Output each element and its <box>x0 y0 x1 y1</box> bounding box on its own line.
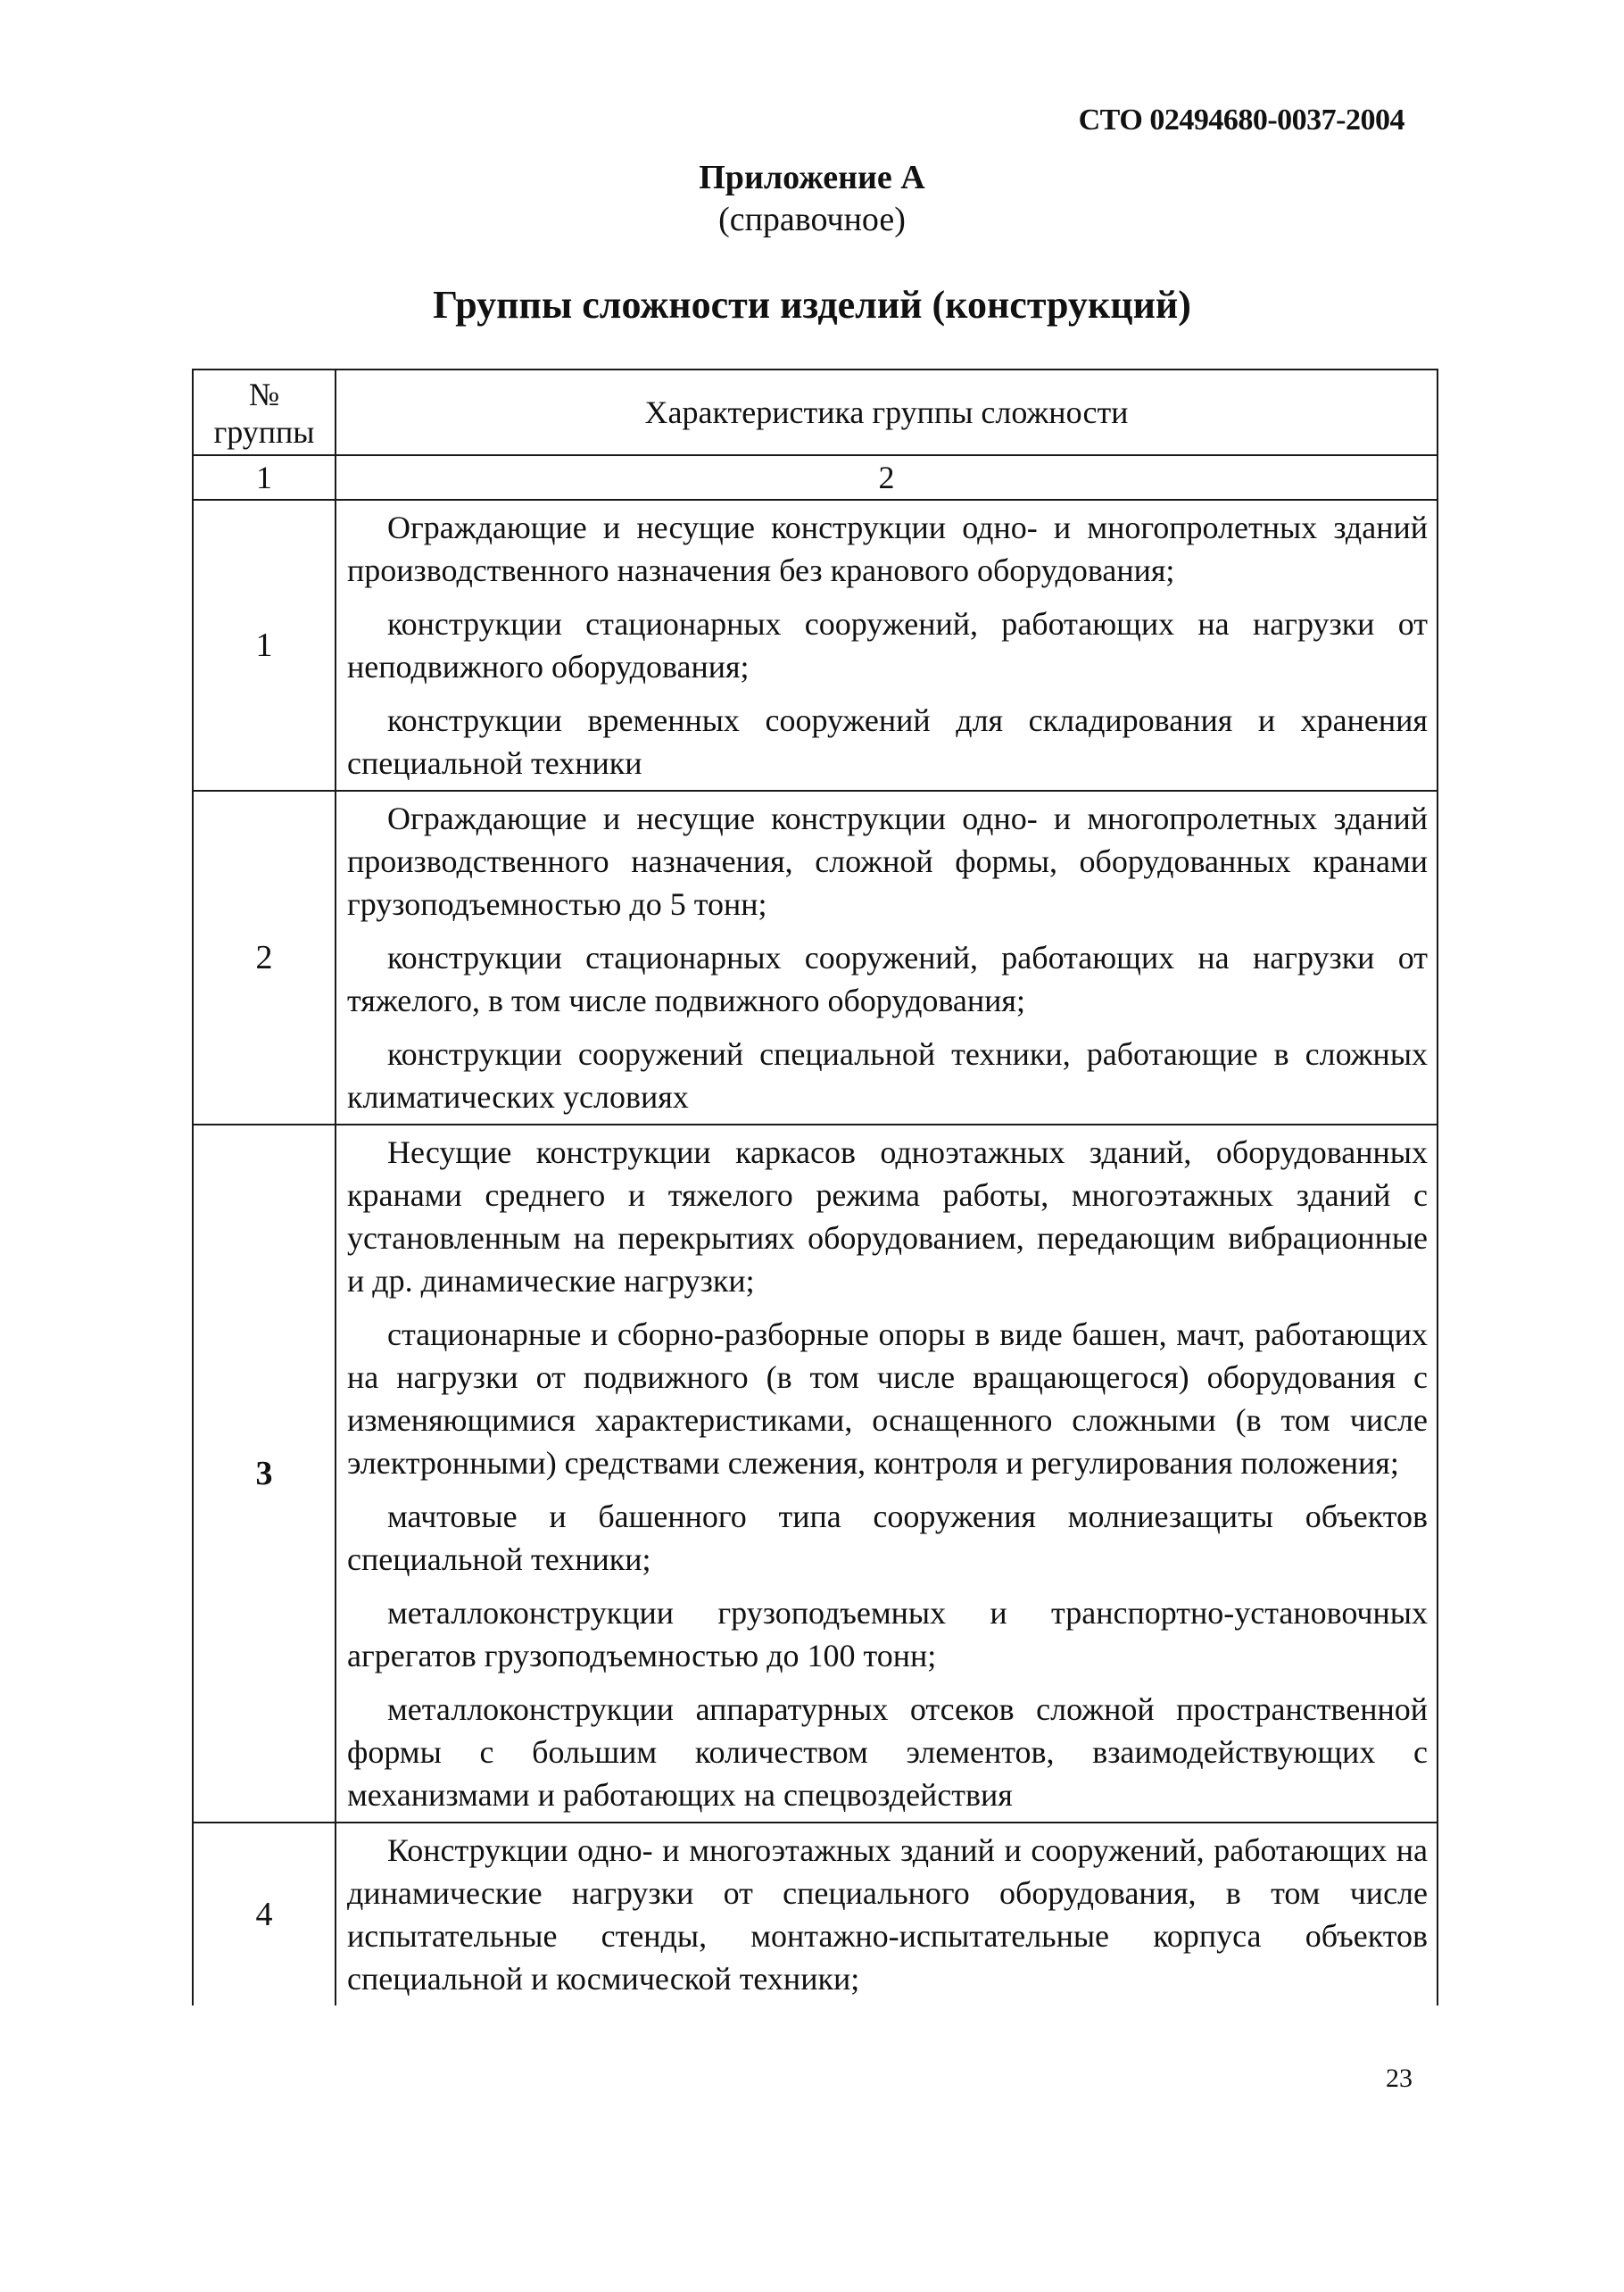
group-description <box>336 791 1438 1125</box>
description-paragraph: металлоконструкции аппаратурных отсеков сложной пространственной формы с большим количеством элементов, взаимодействующих с механизмами и работающих на спецвоздействия <box>347 1691 1428 1813</box>
description-paragraph: конструкции стационарных сооружений, работающих на нагрузки от тяжелого, в том числе подвижного оборудования; <box>347 940 1428 1018</box>
description-paragraph: конструкции стационарных сооружений, работающих на нагрузки от неподвижного оборудования; <box>347 606 1428 685</box>
group-description <box>336 1125 1438 1823</box>
table-header-row <box>193 370 1438 455</box>
group-description <box>336 1823 1438 2006</box>
page-number: 23 <box>1386 2064 1413 2093</box>
group-description <box>336 500 1438 791</box>
description-paragraph: Ограждающие и несущие конструкции одно- и многопролетных зданий производственного назначения, сложной формы, оборудованных кранами грузоподъемностью до 5 тонн; <box>347 801 1428 922</box>
description-paragraph: стационарные и сборно-разборные опоры в виде башен, мачт, работающих на нагрузки от подвижного (в том числе вращающегося) оборудования с изменяющимися характеристиками, оснащенного сложными (в том числе электронными) средствами слежения, контроля и регулирования положения; <box>347 1316 1428 1481</box>
group-number-header: № группы <box>193 370 336 455</box>
table-row <box>193 791 1438 1125</box>
description-paragraph: конструкции временных сооружений для складирования и хранения специальной техники <box>347 702 1428 781</box>
complexity-groups-table <box>192 369 1437 2006</box>
appendix-title: Приложение А <box>699 159 925 196</box>
table-row <box>193 1125 1438 1823</box>
group-number: 1 <box>193 500 336 791</box>
column-index-1: 1 <box>193 455 336 500</box>
table-row <box>193 500 1438 791</box>
group-number: 3 <box>193 1125 336 1823</box>
description-paragraph: Конструкции одно- и многоэтажных зданий и сооружений, работающих на динамические нагрузки от специального оборудования, в том числе испытательные стенды, монтажно-испытательные корпуса объектов специальной и космической техники; <box>347 1832 1428 1997</box>
group-number: 4 <box>193 1823 336 2006</box>
column-index-row <box>193 455 1438 500</box>
description-paragraph: мачтовые и башенного типа сооружения молниезащиты объектов специальной техники; <box>347 1499 1428 1577</box>
page-title: Группы сложности изделий (конструкций) <box>433 283 1191 327</box>
column-index-2: 2 <box>336 455 1438 500</box>
description-paragraph: Несущие конструкции каркасов одноэтажных зданий, оборудованных кранами среднего и тяжелого режима работы, многоэтажных зданий с установленным на перекрытиях оборудованием, передающим вибрационные и др. динамические нагрузки; <box>347 1134 1428 1299</box>
characteristic-header: Характеристика группы сложности <box>336 370 1438 455</box>
group-number: 2 <box>193 791 336 1125</box>
appendix-kind: (справочное) <box>718 201 906 238</box>
description-paragraph: конструкции сооружений специальной техники, работающие в сложных климатических условиях <box>347 1036 1428 1115</box>
description-paragraph: металлоконструкции грузоподъемных и транспортно-установочных агрегатов грузоподъемностью до 100 тонн; <box>347 1595 1428 1673</box>
table-row <box>193 1823 1438 2006</box>
document-code: СТО 02494680-0037-2004 <box>1078 104 1404 137</box>
description-paragraph: Ограждающие и несущие конструкции одно- и многопролетных зданий производственного назначения без кранового оборудования; <box>347 510 1428 588</box>
